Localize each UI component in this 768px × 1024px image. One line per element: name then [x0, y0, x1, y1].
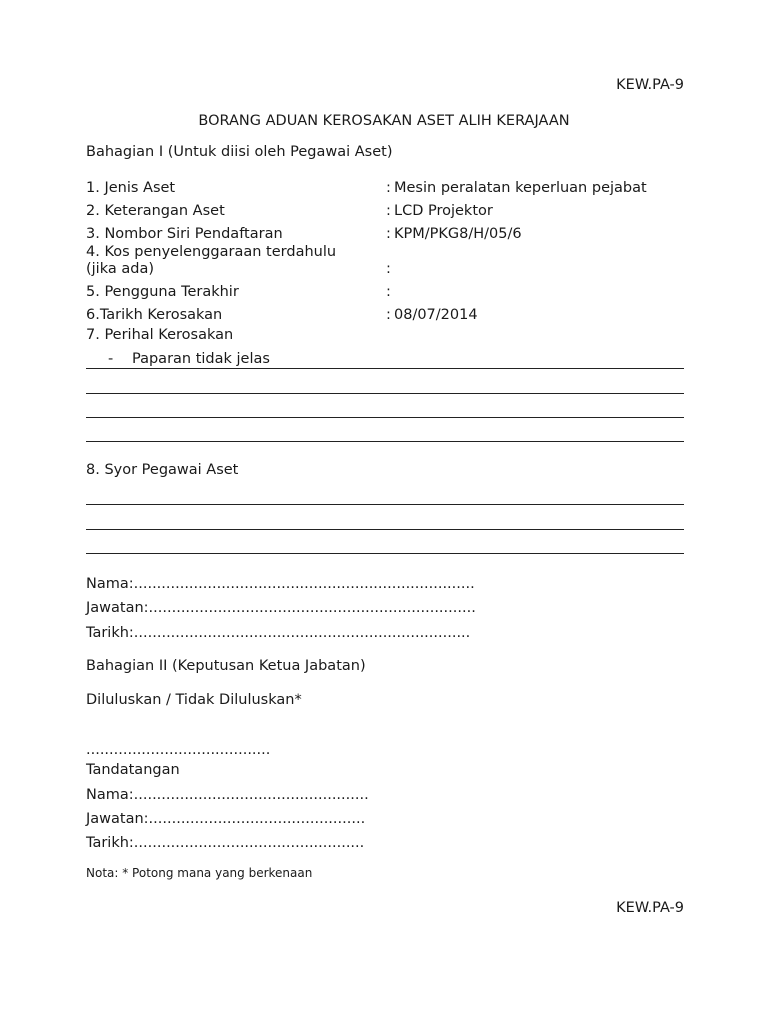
field-colon: :: [386, 261, 391, 277]
field-colon: :: [386, 180, 391, 196]
field-colon: :: [386, 226, 391, 242]
section-1-heading: Bahagian I (Untuk diisi oleh Pegawai Aset): [86, 144, 393, 160]
field-value-damage-date: 08/07/2014: [394, 307, 478, 323]
field-colon: :: [386, 307, 391, 323]
field-label-last-user: 5. Pengguna Terakhir: [86, 284, 239, 300]
decision: Diluluskan / Tidak Diluluskan*: [86, 692, 302, 708]
field-label-previous-maintenance-cost: 4. Kos penyelenggaraan terdahulu: [86, 244, 337, 260]
recommendation-line: [86, 553, 684, 554]
signature-line: ........................................: [86, 742, 271, 758]
field-colon: :: [386, 203, 391, 219]
field-label-damage-date: 6.Tarikh Kerosakan: [86, 307, 223, 323]
officer-name: Nama:..........................................................................: [86, 576, 475, 592]
form-code-top: KEW.PA-9: [616, 77, 684, 93]
head-position: Jawatan:...............................................: [86, 811, 366, 827]
field-label-asset-description: 2. Keterangan Aset: [86, 203, 225, 219]
damage-line: [86, 441, 684, 442]
damage-heading: 7. Perihal Kerosakan: [86, 327, 234, 343]
officer-position: Jawatan:.......................................................................: [86, 600, 476, 616]
damage-description: Paparan tidak jelas: [132, 351, 270, 367]
recommendation-line: [86, 504, 684, 505]
note: Nota: * Potong mana yang berkenaan: [86, 866, 313, 880]
recommendation-heading: 8. Syor Pegawai Aset: [86, 462, 239, 478]
damage-line: [86, 368, 684, 369]
field-label-previous-maintenance-cost-note: (jika ada): [86, 261, 154, 277]
form-code-bottom: KEW.PA-9: [616, 900, 684, 916]
signature-label: Tandatangan: [86, 762, 180, 778]
field-label-asset-type: 1. Jenis Aset: [86, 180, 176, 196]
head-date: Tarikh:..................................................: [86, 835, 365, 851]
field-colon: :: [386, 284, 391, 300]
form-title: BORANG ADUAN KEROSAKAN ASET ALIH KERAJAAN: [198, 113, 570, 129]
field-value-asset-type: Mesin peralatan keperluan pejabat: [394, 180, 647, 196]
section-2-heading: Bahagian II (Keputusan Ketua Jabatan): [86, 658, 366, 674]
recommendation-line: [86, 529, 684, 530]
damage-line: [86, 417, 684, 418]
head-name: Nama:...................................................: [86, 787, 369, 803]
field-label-registration-number: 3. Nombor Siri Pendaftaran: [86, 226, 283, 242]
field-value-registration-number: KPM/PKG8/H/05/6: [394, 226, 522, 242]
damage-line: [86, 393, 684, 394]
field-value-asset-description: LCD Projektor: [394, 203, 493, 219]
officer-date: Tarikh:.........................................................................: [86, 625, 471, 641]
damage-bullet: -: [108, 351, 114, 367]
